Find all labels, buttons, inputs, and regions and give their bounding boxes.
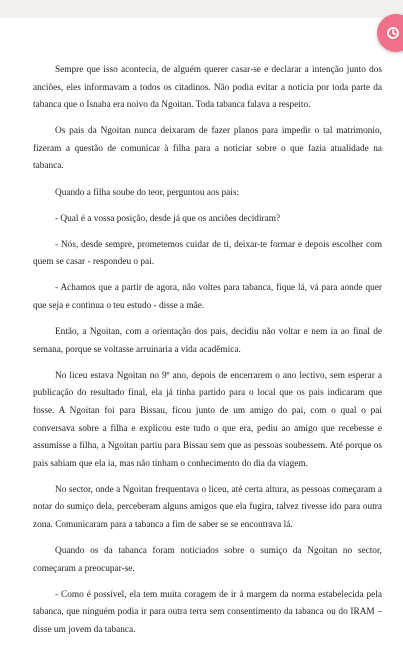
- reader-mode-icon: [386, 26, 400, 40]
- paragraph: No liceu estava Ngoitan no 9º ano, depois de encerrarem o ano lectivo, sem esperar a publicação do resultado final, ela já tinha partido para o local que os pais indicaram que fosse. A Ngoitan foi para Bissau, ficou junto de um amigo do pai, com o qual o pai conversava sobre a filha e explicou este tudo o que era, pediu ao amigo que recebesse e assumisse a filha, a Ngoitan partiu para Bissau sem que as pessoas soubessem. Até porque os pais sabiam que ela ia, mas não tinham o conhecimento do dia da viagem.: [33, 370, 382, 469]
- paragraph: Quando a filha soube do teor, perguntou aos pais:: [55, 187, 240, 198]
- paragraph: Quando os da tabanca foram noticiados sobre o sumiço da Ngoitan no sector, começaram a preocupar-se.: [33, 546, 382, 574]
- paragraph: Sempre que isso acontecia, de alguém querer casar-se e declarar a intenção junto dos anciões, eles informavam a todos os citadinos. Não podia evitar a notícia por toda parte da tabanca que o Isnaba era noivo da Ngoitan. Toda tabanca falava a respeito.: [33, 65, 382, 111]
- paragraph: No sector, onde a Ngoitan frequentava o liceu, até certa altura, as pessoas começaram a notar do sumiço dela, perceberam alguns amigos que ela fugira, talvez tivesse ido para outra zona. Comunicaram para a tabanca a fim de saber se se encontrava lá.: [33, 484, 382, 531]
- paragraph: - Achamos que a partir de agora, não voltes para tabanca, fique lá, vá para aonde quer que seja e continua o teu estudo - disse a mãe.: [33, 283, 382, 312]
- paragraph: Os pais da Ngoitan nunca deixaram de fazer planos para impedir o tal matrimonio, fizeram a questão de comunicar à filha para a noticiar sobre o que fazia atualidade na tabanca.: [33, 126, 382, 172]
- paragraph: - Qual é a vossa posição, desde já que os anciões decidiram?: [55, 213, 281, 224]
- page-text: [33, 62, 382, 648]
- paragraph: - Como é possível, ela tem muita coragem de ir à margem da norma estabelecida pela tabanca, que ninguém podia ir para outra terra sem consentimento da tabanca ou do IRAM – disse um jovem da tabanca.: [33, 589, 382, 636]
- paragraph: - Nós, desde sempre, prometemos cuidar de ti, deixar-te formar e depois escolher com quem se casar - respondeu o pai.: [33, 239, 382, 268]
- book-page: [0, 18, 403, 670]
- top-bar: [0, 0, 403, 18]
- paragraph: Então, a Ngoitan, com a orientação dos pais, decidiu não voltar e nem ia ao final de semana, porque se voltasse arruinaria a vida acadêmica.: [33, 327, 382, 355]
